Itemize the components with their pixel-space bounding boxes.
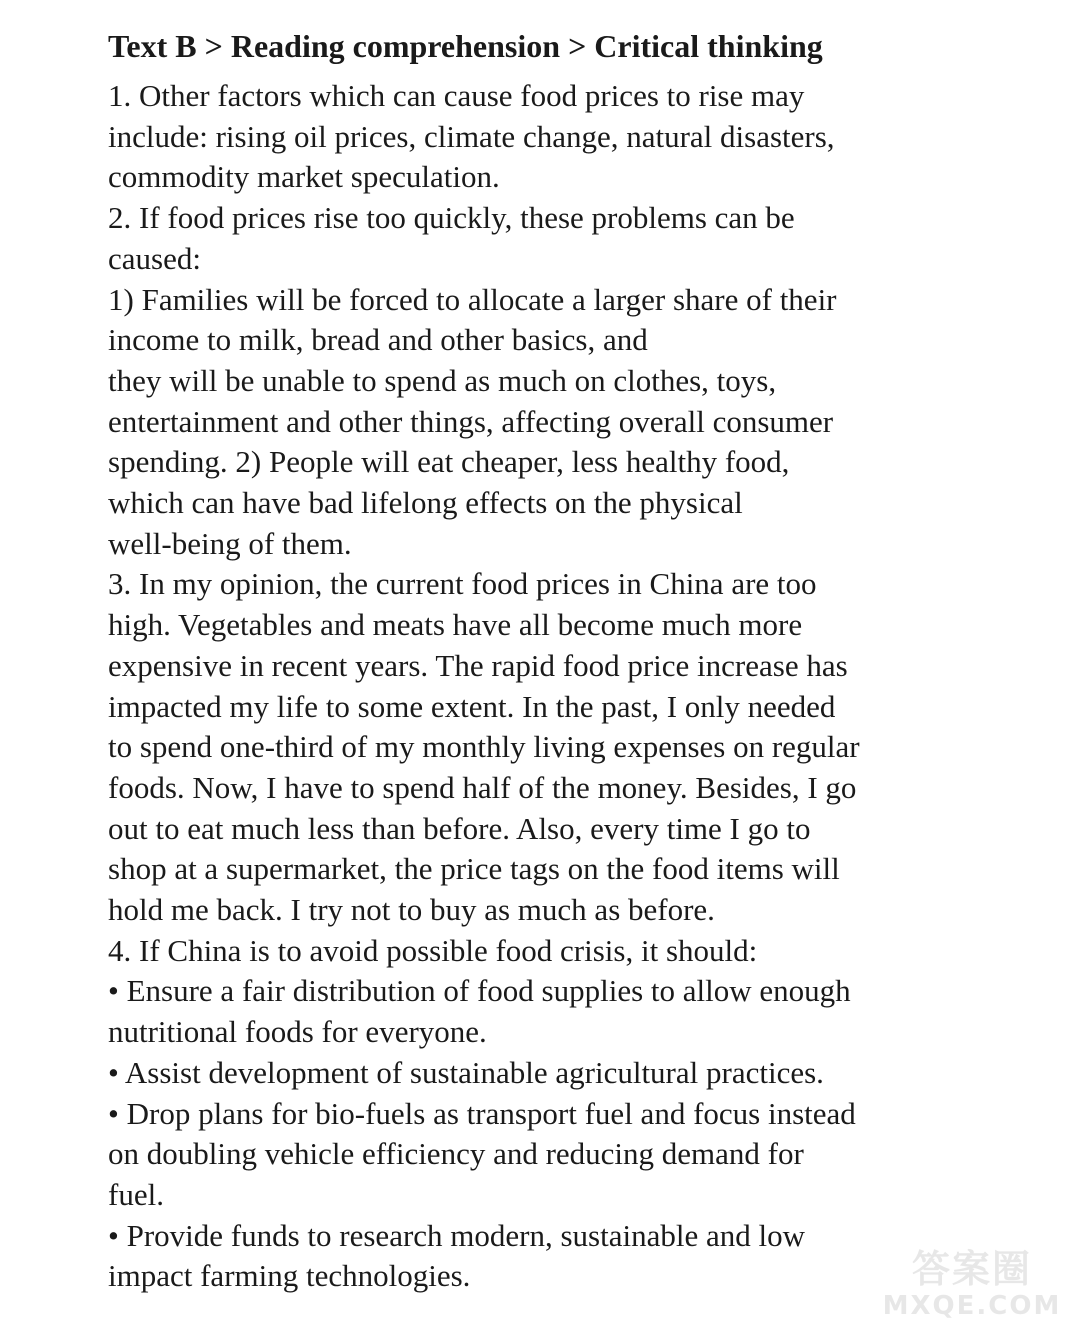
text-line: • Assist development of sustainable agricultural practices. [108,1054,824,1090]
document-page [108,22,988,1297]
text-line: out to eat much less than before. Also, every time I go to [108,810,811,846]
text-line: well-being of them. [108,525,352,561]
text-line: fuel. [108,1176,164,1212]
text-line: hold me back. I try not to buy as much as before. [108,892,715,928]
text-line: expensive in recent years. The rapid food price increase has [108,647,848,683]
text-line: 3. In my opinion, the current food prices in China are too [108,566,817,602]
text-line: which can have bad lifelong effects on the physical [108,485,743,521]
text-line: • Provide funds to research modern, sustainable and low [108,1217,805,1253]
text-line: impact farming technologies. [108,1258,471,1294]
answer-body [108,76,988,1297]
text-line: • Ensure a fair distribution of food supplies to allow enough [108,973,851,1009]
text-line: impacted my life to some extent. In the past, I only needed [108,688,836,724]
text-line: 1. Other factors which can cause food prices to rise may [108,78,805,113]
text-line: commodity market speculation. [108,159,500,195]
text-line: shop at a supermarket, the price tags on the food items will [108,851,840,887]
text-line: • Drop plans for bio-fuels as transport fuel and focus instead [108,1095,856,1131]
text-line: 2. If food prices rise too quickly, these problems can be [108,200,795,236]
watermark-domain: MXQE.COM [882,1291,1062,1321]
text-line: high. Vegetables and meats have all become much more [108,607,803,643]
text-line: foods. Now, I have to spend half of the money. Besides, I go [108,769,857,805]
text-line: income to milk, bread and other basics, and [108,322,648,358]
text-line: entertainment and other things, affecting overall consumer [108,403,834,439]
watermark-logo-text: 答案圈 [911,1247,1032,1291]
text-line: on doubling vehicle efficiency and reducing demand for [108,1136,804,1172]
text-line: to spend one-third of my monthly living expenses on regular [108,729,860,765]
site-watermark [882,1247,1062,1327]
text-line: caused: [108,240,201,276]
text-line: 1) Families will be forced to allocate a larger share of their [108,281,837,317]
text-line: spending. 2) People will eat cheaper, less healthy food, [108,444,790,480]
breadcrumb-heading: Text B > Reading comprehension > Critical thinking [108,28,823,64]
text-line: they will be unable to spend as much on clothes, toys, [108,362,777,398]
text-line: include: rising oil prices, climate change, natural disasters, [108,118,835,154]
text-line: 4. If China is to avoid possible food crisis, it should: [108,932,758,968]
text-line: nutritional foods for everyone. [108,1014,487,1050]
